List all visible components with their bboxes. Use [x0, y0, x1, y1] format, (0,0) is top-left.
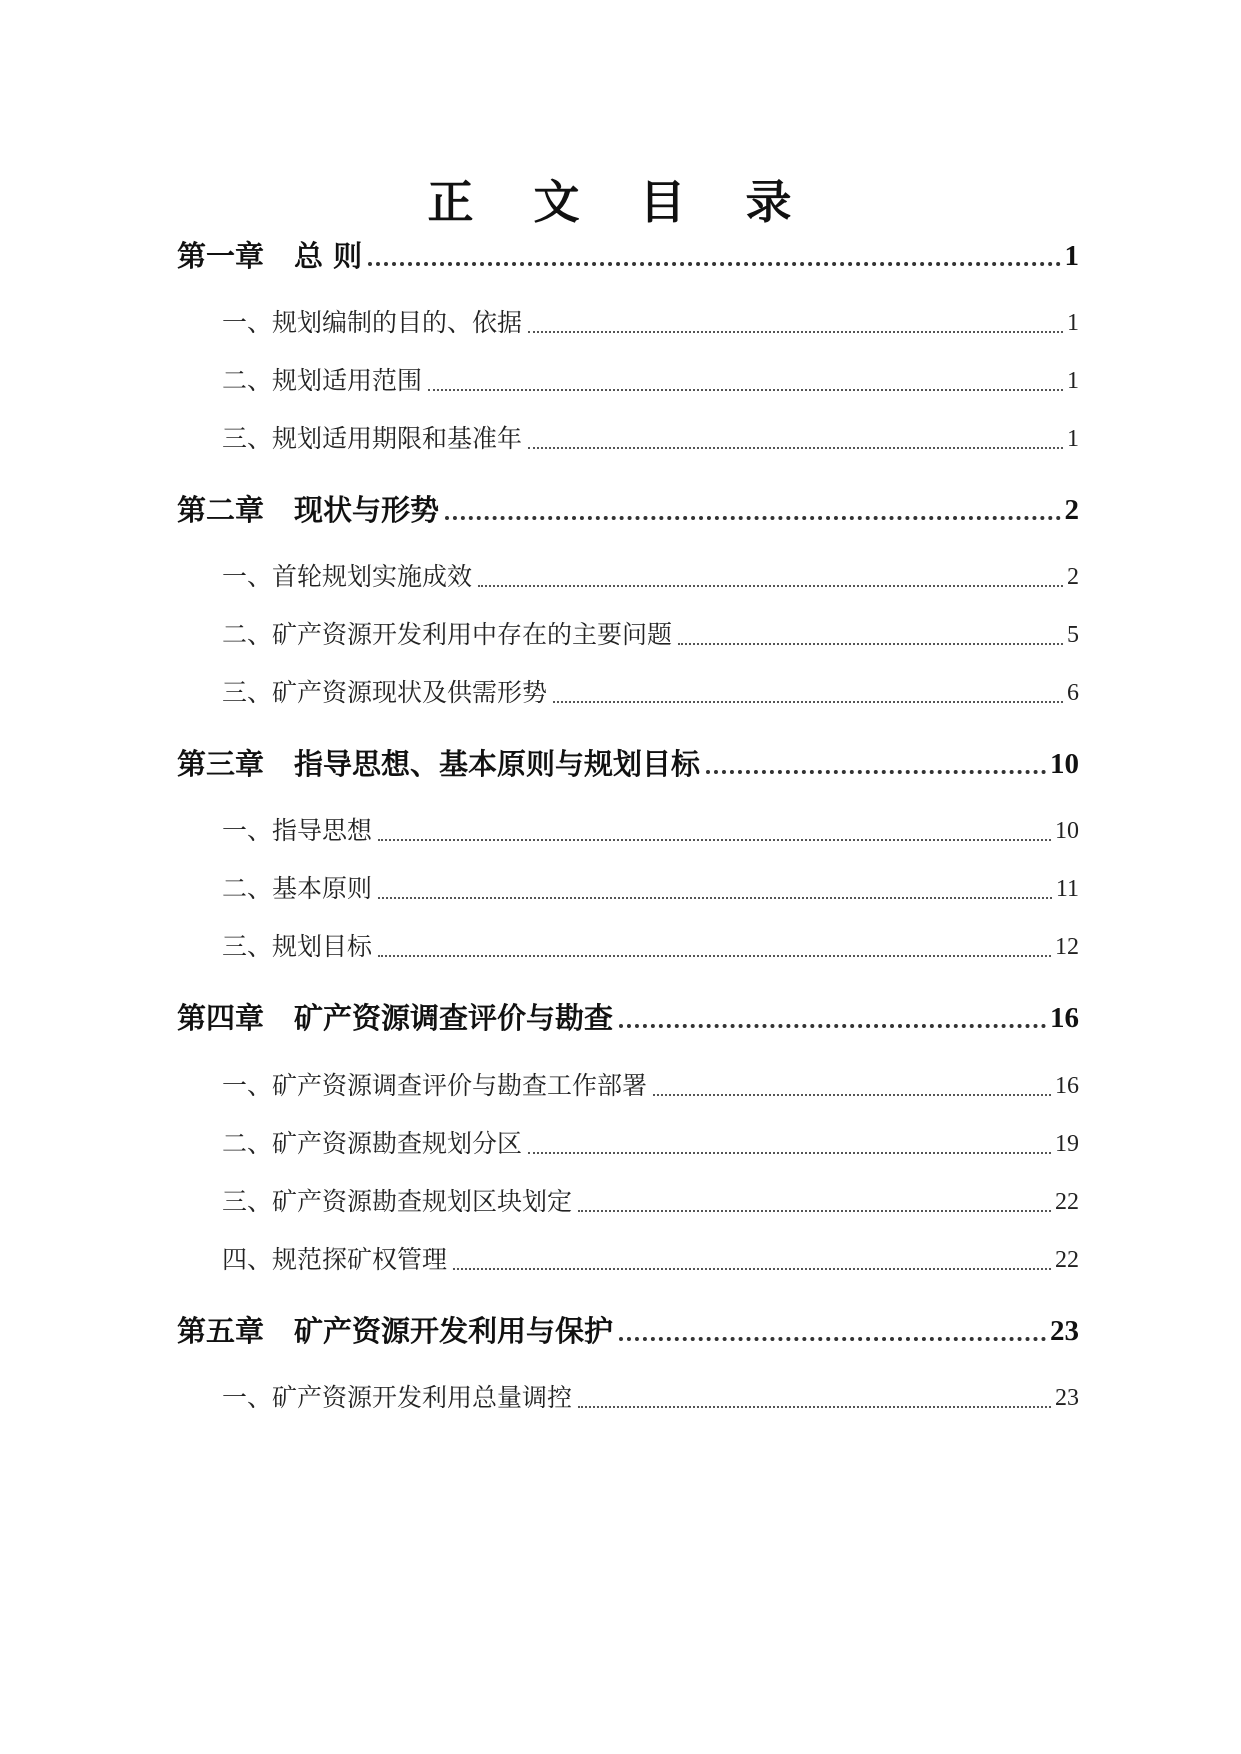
toc-entry-page: 6: [1067, 680, 1079, 706]
dot-leader: [528, 1152, 1051, 1154]
toc-entry-number: 一、: [222, 1383, 273, 1412]
toc-entry-title: 矿产资源开发利用中存在的主要问题: [272, 620, 673, 649]
toc-entry-number: 三、: [222, 678, 273, 707]
toc-entry-number: 一、: [222, 1071, 273, 1100]
toc-entry-page: 1: [1064, 240, 1079, 272]
dot-leader: [378, 897, 1052, 899]
toc-entry-page: 2: [1064, 494, 1079, 526]
toc-entry-title: 矿产资源勘查规划分区: [272, 1129, 523, 1158]
toc-entry-number: 四、: [222, 1245, 273, 1274]
toc-entry-section[interactable]: [222, 811, 1079, 851]
dot-leader: [678, 643, 1063, 645]
toc-entry-number: 三、: [222, 932, 273, 961]
toc-entry-section[interactable]: [222, 1240, 1079, 1280]
toc-entry-page: 19: [1055, 1131, 1079, 1157]
toc-entry-number: 第一章: [177, 239, 265, 273]
toc-entry-section[interactable]: [222, 1378, 1079, 1418]
dot-leader: [445, 516, 1060, 520]
dot-leader: [706, 770, 1046, 774]
dot-leader: [578, 1210, 1051, 1212]
toc-entry-title: 指导思想、基本原则与规划目标: [294, 747, 701, 781]
toc-entry-chapter[interactable]: [177, 998, 1079, 1038]
toc-entry-section[interactable]: [222, 673, 1079, 713]
dot-leader: [453, 1268, 1051, 1270]
toc-entry-section[interactable]: [222, 361, 1079, 401]
toc-entry-page: 12: [1055, 934, 1079, 960]
dot-leader: [578, 1406, 1051, 1408]
toc-entry-title: 总 则: [294, 239, 363, 273]
dot-leader: [528, 331, 1063, 333]
toc-entry-title: 规划适用范围: [272, 366, 423, 395]
toc-entry-title: 矿产资源开发利用总量调控: [272, 1383, 573, 1412]
toc-entry-title: 矿产资源调查评价与勘查工作部署: [272, 1071, 648, 1100]
toc-entry-number: 二、: [222, 1129, 273, 1158]
toc-entry-page: 11: [1055, 876, 1079, 902]
toc-entry-page: 10: [1050, 748, 1079, 780]
toc-entry-section[interactable]: [222, 927, 1079, 967]
toc-entry-page: 2: [1067, 564, 1079, 590]
toc-entry-number: 三、: [222, 424, 273, 453]
toc-entry-chapter[interactable]: [177, 236, 1079, 276]
toc-entry-section[interactable]: [222, 557, 1079, 597]
toc-entry-section[interactable]: [222, 1066, 1079, 1106]
toc-entry-title: 基本原则: [272, 874, 373, 903]
toc-entry-page: 22: [1055, 1247, 1079, 1273]
toc-entry-number: 第五章: [177, 1314, 265, 1348]
toc-entry-page: 1: [1067, 426, 1079, 452]
toc-entry-title: 现状与形势: [294, 493, 440, 527]
dot-leader: [553, 701, 1063, 703]
toc-entry-page: 23: [1050, 1315, 1079, 1347]
toc-entry-page: 5: [1067, 622, 1079, 648]
toc-entry-section[interactable]: [222, 419, 1079, 459]
toc-entry-title: 指导思想: [272, 816, 373, 845]
toc-entry-section[interactable]: [222, 615, 1079, 655]
toc-entry-title: 规范探矿权管理: [272, 1245, 448, 1274]
toc-entry-title: 矿产资源勘查规划区块划定: [272, 1187, 573, 1216]
toc-entry-page: 23: [1055, 1385, 1079, 1411]
toc-entry-page: 16: [1050, 1002, 1079, 1034]
toc-entry-number: 一、: [222, 816, 273, 845]
dot-leader: [619, 1337, 1046, 1341]
toc-entry-page: 10: [1055, 818, 1079, 844]
toc-entry-number: 二、: [222, 366, 273, 395]
toc-entry-title: 规划目标: [272, 932, 373, 961]
toc-entry-number: 三、: [222, 1187, 273, 1216]
toc-entry-title: 矿产资源调查评价与勘查: [294, 1001, 614, 1035]
toc-entry-title: 矿产资源开发利用与保护: [294, 1314, 614, 1348]
toc-entry-number: 二、: [222, 620, 273, 649]
toc-entry-chapter[interactable]: [177, 490, 1079, 530]
toc-entry-number: 第三章: [177, 747, 265, 781]
toc-entry-number: 二、: [222, 874, 273, 903]
dot-leader: [478, 585, 1063, 587]
toc-entry-chapter[interactable]: [177, 744, 1079, 784]
toc-entry-section[interactable]: [222, 1182, 1079, 1222]
toc-entry-page: 22: [1055, 1189, 1079, 1215]
toc-entry-chapter[interactable]: [177, 1311, 1079, 1351]
toc-entry-section[interactable]: [222, 1124, 1079, 1164]
page-title: 正 文 目 录: [427, 175, 814, 229]
dot-leader: [378, 955, 1051, 957]
dot-leader: [653, 1094, 1051, 1096]
dot-leader: [368, 262, 1060, 266]
toc-entry-number: 第四章: [177, 1001, 265, 1035]
toc-entry-number: 一、: [222, 562, 273, 591]
toc-entry-title: 规划编制的目的、依据: [272, 308, 523, 337]
toc-entry-section[interactable]: [222, 303, 1079, 343]
dot-leader: [428, 389, 1063, 391]
toc-entry-number: 一、: [222, 308, 273, 337]
toc-entry-number: 第二章: [177, 493, 265, 527]
toc-entry-title: 首轮规划实施成效: [272, 562, 473, 591]
toc-entry-section[interactable]: [222, 869, 1079, 909]
dot-leader: [619, 1024, 1046, 1028]
toc-entry-title: 规划适用期限和基准年: [272, 424, 523, 453]
toc-entry-page: 1: [1067, 368, 1079, 394]
toc-entry-title: 矿产资源现状及供需形势: [272, 678, 548, 707]
toc-entry-page: 16: [1055, 1073, 1079, 1099]
dot-leader: [378, 839, 1051, 841]
dot-leader: [528, 447, 1063, 449]
toc-entry-page: 1: [1067, 310, 1079, 336]
